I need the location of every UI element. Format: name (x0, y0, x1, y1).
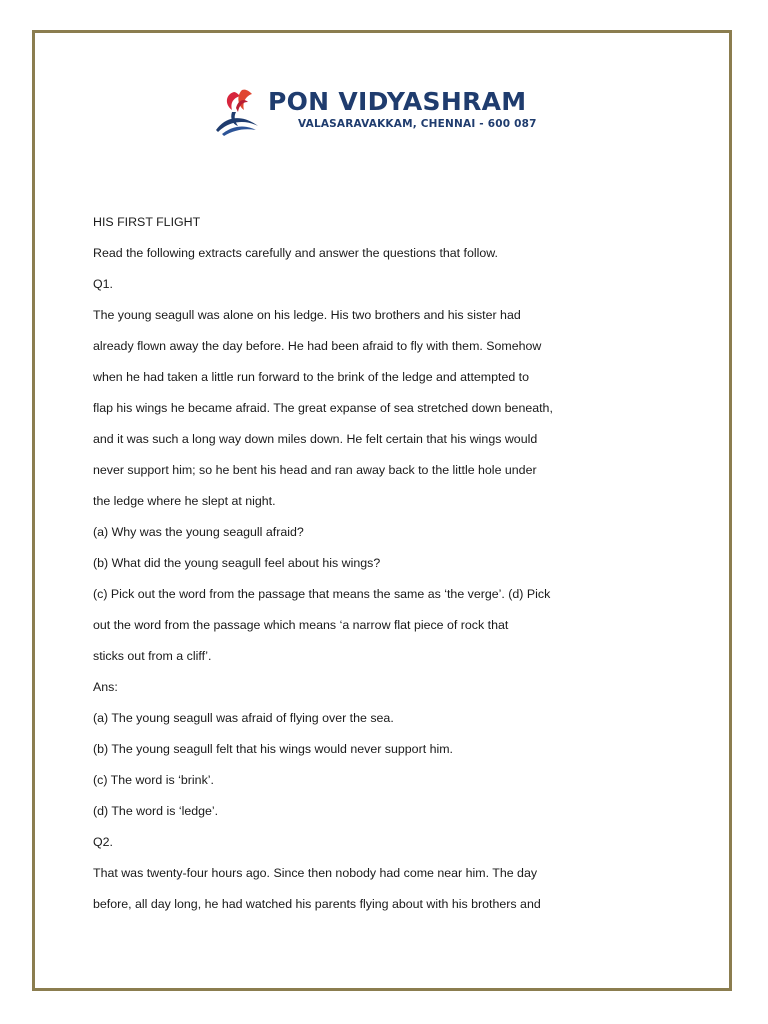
passage-line: before, all day long, he had watched his parents flying about with his brothers and (93, 897, 541, 911)
passage-line: the ledge where he slept at night. (93, 494, 276, 508)
question-line: (b) What did the young seagull feel about his wings? (93, 556, 381, 570)
answer-line: (d) The word is ‘ledge’. (93, 804, 219, 818)
question-line: sticks out from a cliff’. (93, 649, 212, 663)
question-number: Q2. (93, 835, 113, 849)
passage-line: never support him; so he bent his head and ran away back to the little hole under (93, 463, 537, 477)
school-emblem-icon (212, 86, 264, 138)
question-line: (a) Why was the young seagull afraid? (93, 525, 304, 539)
passage-line: when he had taken a little run forward to the brink of the ledge and attempted to (93, 370, 530, 384)
instruction-line: Read the following extracts carefully and answer the questions that follow. (93, 246, 498, 260)
question-line: out the word from the passage which means ‘a narrow flat piece of rock that (93, 618, 509, 632)
answer-line: (a) The young seagull was afraid of flying over the sea. (93, 711, 394, 725)
school-logo (212, 84, 557, 140)
passage-line: That was twenty-four hours ago. Since then nobody had come near him. The day (93, 866, 538, 880)
passage-line: The young seagull was alone on his ledge. His two brothers and his sister had (93, 308, 521, 322)
document-body (93, 212, 693, 925)
passage-line: already flown away the day before. He had been afraid to fly with them. Somehow (93, 339, 542, 353)
answer-line: (c) The word is ‘brink’. (93, 773, 214, 787)
document-title: HIS FIRST FLIGHT (93, 215, 201, 229)
answer-heading: Ans: (93, 680, 118, 694)
question-line: (c) Pick out the word from the passage that means the same as ‘the verge’. (d) Pick (93, 587, 551, 601)
school-address: VALASARAVAKKAM, CHENNAI - 600 087 (298, 118, 537, 130)
school-name: PON VIDYASHRAM (268, 87, 527, 116)
passage-line: flap his wings he became afraid. The great expanse of sea stretched down beneath, (93, 401, 553, 415)
question-number: Q1. (93, 277, 113, 291)
passage-line: and it was such a long way down miles down. He felt certain that his wings would (93, 432, 538, 446)
answer-line: (b) The young seagull felt that his wings would never support him. (93, 742, 453, 756)
